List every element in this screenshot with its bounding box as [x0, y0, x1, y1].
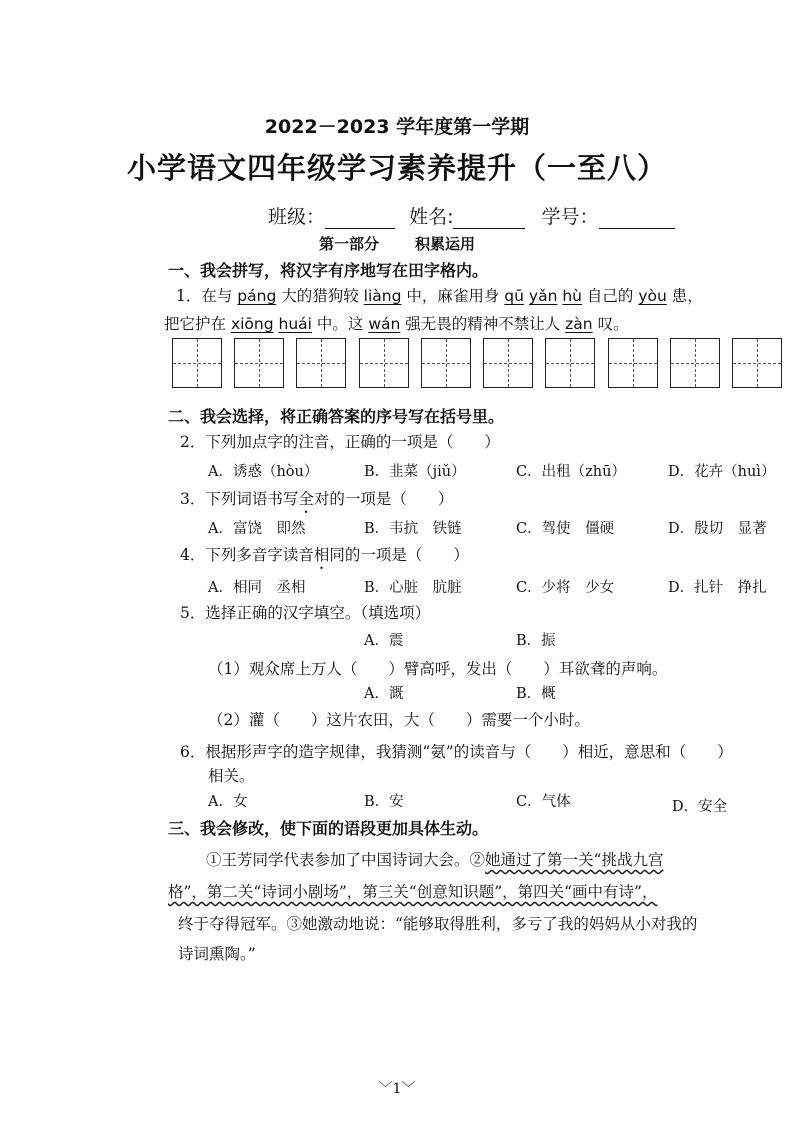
- passage-line1: [206, 848, 663, 870]
- q3-stem: [180, 487, 453, 517]
- part-heading: [0, 233, 794, 254]
- passage-wavy-text: 格”，第二关“诗词小剧场”，第三关“创意知识题”，第四关“画中有诗”，: [168, 883, 658, 901]
- q5-sentence1: （1）观众席上万人（ ）臂高呼，发出（ ）耳欲聋的声响。: [208, 660, 668, 678]
- q6-option-a: A．女: [208, 794, 248, 810]
- q1-text: 中。这: [311, 315, 369, 333]
- passage-line4: 诗词熏陶。”: [178, 945, 256, 963]
- pinyin-blank: huái: [278, 315, 312, 333]
- pinyin-blank: yǎn: [528, 287, 558, 305]
- q1-text: 1．在与: [176, 287, 238, 305]
- q5-stem: 5．选择正确的汉字填空。（填选项）: [180, 604, 431, 622]
- q4-option-c: C．少将 少女: [516, 580, 615, 596]
- q6-option-c: C．气体: [516, 794, 571, 810]
- name-blank[interactable]: [453, 210, 525, 229]
- q2-option-a: A．诱惑（hòu）: [208, 464, 319, 480]
- student-info-line: [268, 202, 675, 229]
- section1-heading: 一、我会拼写，将汉字有序地写在田字格内。: [168, 261, 489, 280]
- pinyin-blank: liàng: [363, 287, 402, 305]
- q3-stem-text: 对的一项是（ ）: [313, 490, 454, 508]
- pinyin-blank: hù: [562, 287, 582, 305]
- q4-option-d: D．扎针 挣扎: [668, 580, 767, 596]
- q6-option-d: D．安全: [672, 799, 728, 815]
- part-subtitle: 积累运用: [415, 235, 476, 253]
- q1-text: 把它护在: [164, 315, 231, 333]
- q4-option-a: A．相同 丞相: [208, 580, 306, 596]
- pinyin-blank: xiōng: [230, 315, 274, 333]
- q1-line1: [176, 284, 703, 306]
- pinyin-blank: yòu: [638, 287, 667, 305]
- q5-sentence2: （2）灌（ ）这片农田，大（ ）需要一个小时。: [208, 711, 590, 729]
- q6-stem-line2: 相关。: [208, 767, 255, 785]
- tianzige-cell[interactable]: [359, 338, 409, 388]
- q2-stem: 2．下列加点字的注音，正确的一项是（ ）: [180, 433, 500, 451]
- q1-line2: [164, 312, 629, 334]
- q5-opt2-b: B．概: [516, 686, 556, 702]
- q1-text: 强无畏的精神不禁让人: [400, 315, 566, 333]
- q6-option-b: B．安: [364, 794, 404, 810]
- passage-wavy-text: 她通过了第一关“挑战九宫: [485, 851, 664, 869]
- q3-option-a: A．富饶 即然: [208, 521, 306, 537]
- q2-option-c: C．出租（zhū）: [516, 464, 626, 480]
- q4-stem-text: 4．下列多音字读音: [180, 546, 314, 564]
- part-label: 第一部分: [318, 235, 379, 253]
- q4-stem: [180, 543, 469, 573]
- tianzige-cell[interactable]: [421, 338, 471, 388]
- section2-heading: 二、我会选择，将正确答案的序号写在括号里。: [168, 407, 505, 426]
- tianzige-cell[interactable]: [670, 338, 720, 388]
- pinyin-blank: qū: [504, 287, 524, 305]
- exam-year: 2022－2023 学年度第一学期: [264, 116, 530, 138]
- q3-stem-dotted: 全: [298, 490, 314, 508]
- q3-option-d: D．殷切 显著: [668, 521, 767, 537]
- passage-line2: [168, 880, 657, 902]
- tianzige-cell[interactable]: [732, 338, 782, 388]
- tianzige-cell[interactable]: [172, 338, 222, 388]
- number-blank[interactable]: [599, 210, 675, 229]
- name-label: 姓名:: [409, 206, 454, 228]
- q6-stem-line1: 6．根据形声字的造字规律，我猜测“氨”的读音与（ ）相近，意思和（ ）: [180, 743, 733, 761]
- exam-title: 小学语文四年级学习素养提升（一至八）: [126, 151, 667, 185]
- q4-option-b: B．心脏 肮脏: [364, 580, 462, 596]
- passage-line3: 终于夺得冠军。③她激动地说：“能够取得胜利，多亏了我的妈妈从小对我的: [178, 915, 698, 933]
- q3-option-b: B．韦抗 铁链: [364, 521, 462, 537]
- q4-stem-text: 同的一项是（ ）: [329, 546, 469, 564]
- tianzige-cell[interactable]: [608, 338, 658, 388]
- q2-option-b: B．韭菜（jiǔ）: [364, 464, 466, 480]
- tianzige-cell[interactable]: [545, 338, 595, 388]
- tianzige-cell[interactable]: [234, 338, 284, 388]
- class-label: 班级：: [268, 206, 326, 228]
- q1-text: 中，麻雀用身: [401, 287, 505, 305]
- q3-stem-text: 3．下列词语书写: [180, 490, 299, 508]
- q5-opt1-b: B．振: [516, 633, 556, 649]
- pinyin-blank: zàn: [565, 315, 593, 333]
- q1-text: 大的猎狗较: [276, 287, 364, 305]
- q3-option-c: C．驾使 僵硬: [516, 521, 615, 537]
- class-blank[interactable]: [325, 210, 395, 229]
- q1-text: 自己的: [582, 287, 639, 305]
- tianzige-cell[interactable]: [296, 338, 346, 388]
- page-number: ﹀1﹀: [378, 1081, 416, 1097]
- q5-opt2-a: A．溉: [364, 686, 404, 702]
- q2-option-d: D．花卉（huì）: [668, 464, 776, 480]
- q4-stem-dotted: 相: [313, 546, 330, 564]
- q1-text: 叹。: [592, 315, 629, 333]
- pinyin-blank: wán: [368, 315, 401, 333]
- section3-heading: 三、我会修改，使下面的语段更加具体生动。: [168, 819, 489, 838]
- tianzige-cell[interactable]: [483, 338, 533, 388]
- passage-text: ①王芳同学代表参加了中国诗词大会。②: [206, 851, 486, 869]
- q5-opt1-a: A．震: [364, 633, 404, 649]
- pinyin-blank: páng: [237, 287, 277, 305]
- number-label: 学号：: [541, 206, 599, 228]
- q1-text: 患，: [666, 287, 703, 305]
- tianzige-grid: [172, 338, 782, 390]
